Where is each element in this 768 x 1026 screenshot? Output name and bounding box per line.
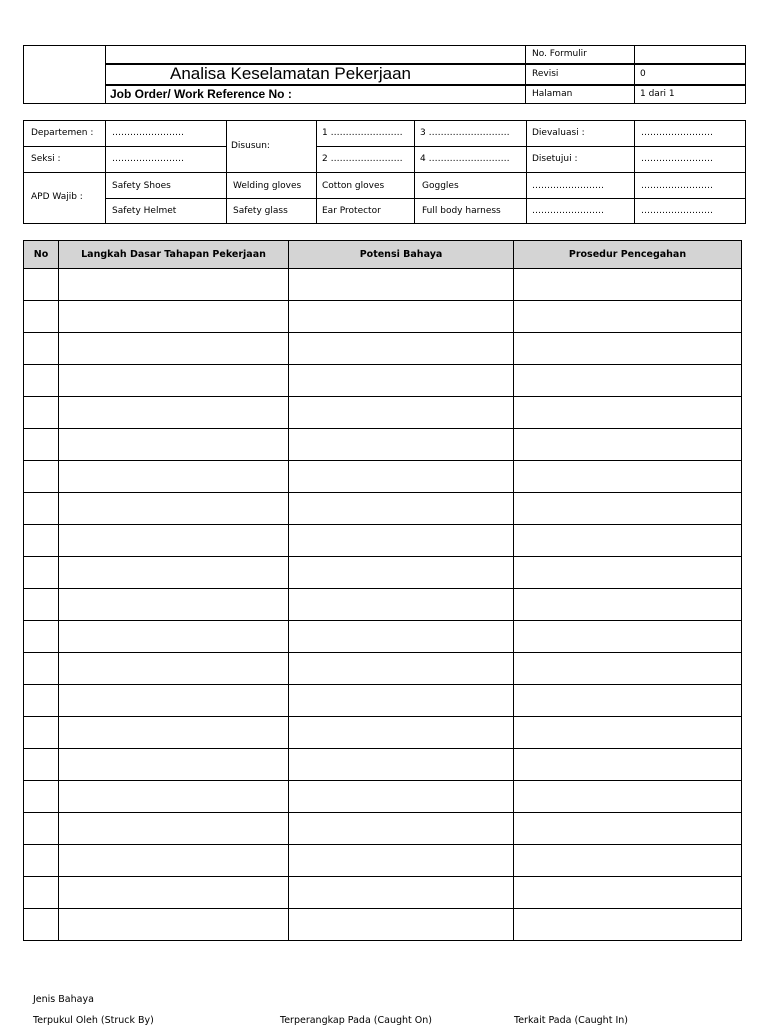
row-langkah-cell[interactable] (59, 525, 289, 557)
hazard-type-struck-by: Terpukul Oleh (Struck By) (33, 1015, 154, 1026)
row-langkah-cell[interactable] (59, 749, 289, 781)
row-no-cell[interactable] (24, 557, 59, 589)
row-potensi-cell[interactable] (289, 429, 514, 461)
row-no-cell[interactable] (24, 429, 59, 461)
halaman-label: Halaman (532, 89, 573, 99)
table-row (24, 525, 742, 557)
dievaluasi-label: Dievaluasi : (532, 128, 585, 138)
row-no-cell[interactable] (24, 493, 59, 525)
row-langkah-cell[interactable] (59, 333, 289, 365)
info-hline-left-1 (23, 146, 226, 147)
table-header-row (24, 241, 742, 269)
disusun-3-field[interactable]: 3 ……………………… (420, 128, 510, 138)
table-row (24, 749, 742, 781)
row-prosedur-cell[interactable] (514, 621, 742, 653)
hazard-type-caught-on: Terperangkap Pada (Caught On) (280, 1015, 432, 1026)
row-prosedur-cell[interactable] (514, 845, 742, 877)
row-no-cell[interactable] (24, 781, 59, 813)
row-no-cell[interactable] (24, 813, 59, 845)
row-prosedur-cell[interactable] (514, 717, 742, 749)
row-langkah-cell[interactable] (59, 653, 289, 685)
row-no-cell[interactable] (24, 525, 59, 557)
row-langkah-cell[interactable] (59, 397, 289, 429)
column-header-potensi: Potensi Bahaya (289, 241, 514, 269)
row-potensi-cell[interactable] (289, 589, 514, 621)
table-row (24, 333, 742, 365)
page-title: Analisa Keselamatan Pekerjaan (170, 64, 411, 83)
row-no-cell[interactable] (24, 269, 59, 301)
row-langkah-cell[interactable] (59, 589, 289, 621)
info-hline-2 (23, 172, 746, 173)
table-row (24, 493, 742, 525)
table-row (24, 909, 742, 941)
row-prosedur-cell[interactable] (514, 333, 742, 365)
row-potensi-cell[interactable] (289, 845, 514, 877)
row-potensi-cell[interactable] (289, 269, 514, 301)
row-no-cell[interactable] (24, 685, 59, 717)
table-row (24, 589, 742, 621)
row-langkah-cell[interactable] (59, 717, 289, 749)
info-hline-right-1 (316, 146, 746, 147)
disusun-1-field[interactable]: 1 …………………… (322, 128, 403, 138)
row-prosedur-cell[interactable] (514, 781, 742, 813)
row-langkah-cell[interactable] (59, 685, 289, 717)
row-prosedur-cell[interactable] (514, 749, 742, 781)
row-potensi-cell[interactable] (289, 493, 514, 525)
halaman-value: 1 dari 1 (640, 89, 675, 99)
row-no-cell[interactable] (24, 589, 59, 621)
column-header-langkah: Langkah Dasar Tahapan Pekerjaan (59, 241, 289, 269)
departemen-field[interactable]: …………………… (112, 128, 184, 138)
row-no-cell[interactable] (24, 301, 59, 333)
jenis-bahaya-label: Jenis Bahaya (33, 994, 94, 1005)
row-potensi-cell[interactable] (289, 653, 514, 685)
row-langkah-cell[interactable] (59, 429, 289, 461)
apd-wajib-label: APD Wajib : (31, 192, 83, 202)
row-prosedur-cell[interactable] (514, 397, 742, 429)
row-no-cell[interactable] (24, 365, 59, 397)
row-no-cell[interactable] (24, 653, 59, 685)
row-langkah-cell[interactable] (59, 877, 289, 909)
row-prosedur-cell[interactable] (514, 909, 742, 941)
row-potensi-cell[interactable] (289, 813, 514, 845)
column-header-prosedur: Prosedur Pencegahan (514, 241, 742, 269)
table-row (24, 301, 742, 333)
row-potensi-cell[interactable] (289, 461, 514, 493)
disusun-label: Disusun: (231, 141, 270, 151)
table-row (24, 397, 742, 429)
row-potensi-cell[interactable] (289, 717, 514, 749)
table-row (24, 653, 742, 685)
row-no-cell[interactable] (24, 877, 59, 909)
row-langkah-cell[interactable] (59, 557, 289, 589)
row-no-cell[interactable] (24, 333, 59, 365)
row-prosedur-cell[interactable] (514, 653, 742, 685)
row-no-cell[interactable] (24, 749, 59, 781)
no-formulir-label: No. Formulir (532, 49, 587, 59)
row-langkah-cell[interactable] (59, 365, 289, 397)
seksi-label: Seksi : (31, 154, 61, 164)
row-no-cell[interactable] (24, 845, 59, 877)
table-row (24, 621, 742, 653)
apd-extra-4-field[interactable]: …………………… (641, 206, 713, 216)
revisi-value: 0 (640, 69, 646, 79)
disetujui-field[interactable]: …………………… (641, 154, 713, 164)
table-row (24, 717, 742, 749)
row-prosedur-cell[interactable] (514, 685, 742, 717)
departemen-label: Departemen : (31, 128, 94, 138)
row-prosedur-cell[interactable] (514, 365, 742, 397)
row-potensi-cell[interactable] (289, 557, 514, 589)
table-row (24, 845, 742, 877)
row-potensi-cell[interactable] (289, 781, 514, 813)
row-potensi-cell[interactable] (289, 301, 514, 333)
column-header-no: No (24, 241, 59, 269)
row-no-cell[interactable] (24, 909, 59, 941)
row-prosedur-cell[interactable] (514, 877, 742, 909)
table-row (24, 813, 742, 845)
logo-cell-divider (105, 45, 106, 104)
jsa-table (23, 240, 742, 941)
apd-ear-protector: Ear Protector (322, 206, 381, 216)
row-no-cell[interactable] (24, 397, 59, 429)
row-potensi-cell[interactable] (289, 877, 514, 909)
row-langkah-cell[interactable] (59, 845, 289, 877)
row-langkah-cell[interactable] (59, 813, 289, 845)
row-potensi-cell[interactable] (289, 909, 514, 941)
disetujui-label: Disetujui : (532, 154, 578, 164)
row-prosedur-cell[interactable] (514, 461, 742, 493)
table-row (24, 429, 742, 461)
row-langkah-cell[interactable] (59, 269, 289, 301)
apd-safety-helmet: Safety Helmet (112, 206, 177, 216)
table-row (24, 781, 742, 813)
row-potensi-cell[interactable] (289, 685, 514, 717)
apd-cotton-gloves: Cotton gloves (322, 181, 385, 191)
apd-welding-gloves: Welding gloves (233, 181, 302, 191)
seksi-field[interactable]: …………………… (112, 154, 184, 164)
apd-safety-shoes: Safety Shoes (112, 181, 171, 191)
row-prosedur-cell[interactable] (514, 589, 742, 621)
header-line-2 (105, 84, 746, 86)
row-langkah-cell[interactable] (59, 301, 289, 333)
table-row (24, 557, 742, 589)
row-potensi-cell[interactable] (289, 365, 514, 397)
job-order-label: Job Order/ Work Reference No : (110, 87, 292, 101)
row-potensi-cell[interactable] (289, 525, 514, 557)
row-no-cell[interactable] (24, 717, 59, 749)
row-potensi-cell[interactable] (289, 749, 514, 781)
row-langkah-cell[interactable] (59, 621, 289, 653)
table-row (24, 877, 742, 909)
row-langkah-cell[interactable] (59, 909, 289, 941)
row-potensi-cell[interactable] (289, 621, 514, 653)
row-prosedur-cell[interactable] (514, 301, 742, 333)
row-prosedur-cell[interactable] (514, 525, 742, 557)
row-langkah-cell[interactable] (59, 781, 289, 813)
dievaluasi-field[interactable]: …………………… (641, 128, 713, 138)
disusun-4-field[interactable]: 4 ……………………… (420, 154, 510, 164)
row-potensi-cell[interactable] (289, 333, 514, 365)
row-langkah-cell[interactable] (59, 493, 289, 525)
apd-extra-3-field[interactable]: …………………… (532, 206, 604, 216)
info-cell-divider (525, 45, 526, 104)
table-body (24, 269, 742, 941)
revisi-label: Revisi (532, 69, 559, 79)
apd-goggles: Goggles (422, 181, 459, 191)
apd-safety-glass: Safety glass (233, 206, 288, 216)
row-prosedur-cell[interactable] (514, 813, 742, 845)
row-prosedur-cell[interactable] (514, 557, 742, 589)
table-row (24, 365, 742, 397)
row-prosedur-cell[interactable] (514, 493, 742, 525)
disusun-2-field[interactable]: 2 …………………… (322, 154, 403, 164)
row-potensi-cell[interactable] (289, 397, 514, 429)
table-row (24, 269, 742, 301)
info-value-divider (634, 45, 635, 104)
apd-full-body-harness: Full body harness (422, 206, 501, 216)
row-prosedur-cell[interactable] (514, 269, 742, 301)
row-no-cell[interactable] (24, 621, 59, 653)
row-no-cell[interactable] (24, 461, 59, 493)
apd-extra-1-field[interactable]: …………………… (532, 181, 604, 191)
hazard-type-caught-in: Terkait Pada (Caught In) (514, 1015, 628, 1026)
table-row (24, 461, 742, 493)
row-prosedur-cell[interactable] (514, 429, 742, 461)
table-row (24, 685, 742, 717)
row-langkah-cell[interactable] (59, 461, 289, 493)
info-hline-3 (105, 198, 746, 199)
apd-extra-2-field[interactable]: …………………… (641, 181, 713, 191)
